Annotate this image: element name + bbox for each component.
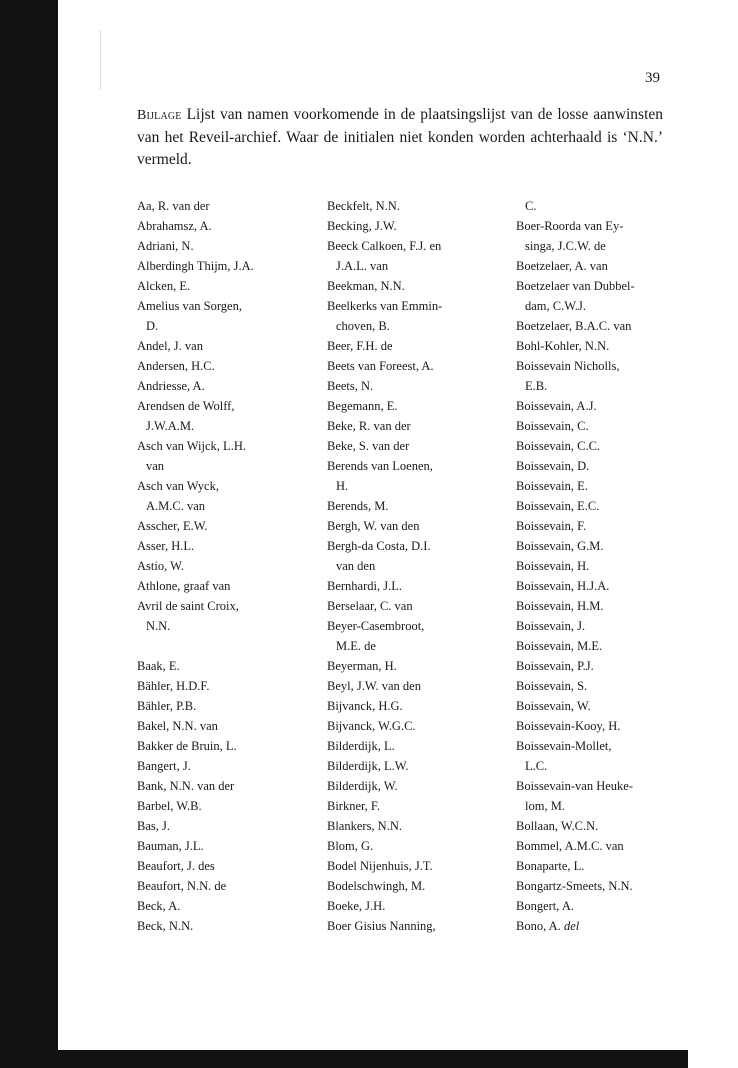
name-entry: Asch van Wijck, L.H.: [137, 439, 246, 453]
scan-left-edge: [0, 0, 58, 1068]
name-entry: Adriani, N.: [137, 239, 194, 253]
name-entry: Boissevain, C.C.: [516, 439, 601, 453]
name-entry: Asser, H.L.: [137, 539, 195, 553]
name-entry: Boissevain, S.: [516, 679, 588, 693]
name-entry-continuation: D.: [146, 319, 159, 333]
name-entry: Bähler, P.B.: [137, 699, 197, 713]
name-entry: Blankers, N.N.: [327, 819, 402, 833]
name-entry: Bijvanck, W.G.C.: [327, 719, 416, 733]
appendix-heading: [137, 104, 663, 171]
name-entry: Beckfelt, N.N.: [327, 199, 400, 213]
name-entry: Bähler, H.D.F.: [137, 679, 210, 693]
name-entry: Boissevain, E.: [516, 479, 588, 493]
name-entry: Boissevain, E.C.: [516, 499, 600, 513]
name-entry: Beck, N.N.: [137, 919, 194, 933]
name-entry-continuation: van den: [336, 559, 376, 573]
page-number: 39: [645, 70, 660, 86]
name-entry: Bongert, A.: [516, 899, 574, 913]
name-entry: Beelkerks van Emmin-: [327, 299, 443, 313]
name-entry: Bilderdijk, L.: [327, 739, 395, 753]
name-entry: Amelius van Sorgen,: [137, 299, 242, 313]
name-entry: Bilderdijk, W.: [327, 779, 398, 793]
name-entry: Boissevain, J.: [516, 619, 586, 633]
name-entry: Bohl-Kohler, N.N.: [516, 339, 610, 353]
name-entry: Bakker de Bruin, L.: [137, 739, 237, 753]
name-entry-continuation: C.: [525, 199, 537, 213]
name-entry: Beets van Foreest, A.: [327, 359, 434, 373]
appendix-description: Lijst van namen voorkomende in de plaatsingslijst van de losse aanwinsten van het Reveil-archief. Waar de initialen niet konden worden achterhaald is ‘N.N.’ vermeld.: [137, 106, 664, 168]
name-entry: Athlone, graaf van: [137, 579, 231, 593]
name-entry: Boissevain, C.: [516, 419, 589, 433]
name-entry: Andriesse, A.: [137, 379, 205, 393]
name-entry-continuation: choven, B.: [336, 319, 390, 333]
name-entry: Beekman, N.N.: [327, 279, 405, 293]
name-entry: Bongartz-Smeets, N.N.: [516, 879, 633, 893]
name-entry-main: Bono, A.: [516, 919, 561, 933]
name-entry: Andel, J. van: [137, 339, 203, 353]
name-entry: Beyer-Casembroot,: [327, 619, 425, 633]
name-entry: Boissevain, W.: [516, 699, 591, 713]
name-entry: Berends van Loenen,: [327, 459, 433, 473]
name-entry: Bijvanck, H.G.: [327, 699, 403, 713]
name-entry: Boetzelaer, A. van: [516, 259, 608, 273]
name-entry: Blom, G.: [327, 839, 374, 853]
name-entry: Andersen, H.C.: [137, 359, 215, 373]
name-entry: Boissevain, M.E.: [516, 639, 603, 653]
name-entry: Boissevain, A.J.: [516, 399, 597, 413]
name-entry: Bergh-da Costa, D.I.: [327, 539, 431, 553]
name-entry: Alcken, E.: [137, 279, 191, 293]
name-entry-continuation: L.C.: [525, 759, 548, 773]
name-entry: Boissevain-van Heuke-: [516, 779, 633, 793]
name-entry-continuation: lom, M.: [525, 799, 565, 813]
name-entry: Bakel, N.N. van: [137, 719, 218, 733]
name-entry: Boissevain, F.: [516, 519, 587, 533]
name-entry: Boissevain Nicholls,: [516, 359, 620, 373]
name-entry: Avril de saint Croix,: [137, 599, 239, 613]
name-entry: Beeck Calkoen, F.J. en: [327, 239, 442, 253]
name-entry: Boissevain, D.: [516, 459, 590, 473]
name-entry-continuation: dam, C.W.J.: [525, 299, 586, 313]
name-entry: Boetzelaer van Dubbel-: [516, 279, 635, 293]
name-entry: Boissevain, G.M.: [516, 539, 604, 553]
scan-bottom-edge: [58, 1050, 688, 1068]
name-entry: Bas, J.: [137, 819, 170, 833]
name-entry: Berselaar, C. van: [327, 599, 413, 613]
name-entry-continuation: N.N.: [146, 619, 171, 633]
name-entry-continuation: E.B.: [525, 379, 548, 393]
name-entry: Birkner, F.: [327, 799, 381, 813]
name-entry: Bollaan, W.C.N.: [516, 819, 599, 833]
name-entry: Aa, R. van der: [137, 199, 210, 213]
name-entry: Bodel Nijenhuis, J.T.: [327, 859, 433, 873]
name-entry: Bodelschwingh, M.: [327, 879, 426, 893]
name-entry-continuation: M.E. de: [336, 639, 376, 653]
name-entry: Bommel, A.M.C. van: [516, 839, 624, 853]
name-entry: Becking, J.W.: [327, 219, 397, 233]
name-entry: Begemann, E.: [327, 399, 398, 413]
name-entry: Asch van Wyck,: [137, 479, 219, 493]
name-entry: Beyerman, H.: [327, 659, 397, 673]
name-entry: Bangert, J.: [137, 759, 191, 773]
name-entry: Beyl, J.W. van den: [327, 679, 421, 693]
name-entry: Boissevain-Kooy, H.: [516, 719, 621, 733]
name-entry: Boissevain-Mollet,: [516, 739, 612, 753]
name-column-3: [516, 196, 666, 936]
name-entry: Bauman, J.L.: [137, 839, 204, 853]
name-entry: Alberdingh Thijm, J.A.: [137, 259, 254, 273]
name-entry: Bergh, W. van den: [327, 519, 420, 533]
name-entry: Astio, W.: [137, 559, 184, 573]
name-entry: Beke, R. van der: [327, 419, 411, 433]
name-entry: [516, 916, 666, 936]
name-entry: Bonaparte, L.: [516, 859, 585, 873]
name-entry: Bilderdijk, L.W.: [327, 759, 409, 773]
name-entry: Boer Gisius Nanning,: [327, 919, 436, 933]
name-entry-continuation: H.: [336, 479, 349, 493]
appendix-label: Bijlage: [137, 108, 182, 123]
name-entry: Abrahamsz, A.: [137, 219, 212, 233]
scan-gutter-mark: [100, 30, 101, 90]
name-entry-italic-suffix: del: [563, 919, 580, 933]
name-entry: Bank, N.N. van der: [137, 779, 235, 793]
name-entry: Beaufort, J. des: [137, 859, 215, 873]
name-entry: Baak, E.: [137, 659, 180, 673]
name-entry: Boissevain, P.J.: [516, 659, 594, 673]
name-entry: Boetzelaer, B.A.C. van: [516, 319, 632, 333]
name-entry: Beets, N.: [327, 379, 374, 393]
name-entry: Barbel, W.B.: [137, 799, 202, 813]
name-entry: Asscher, E.W.: [137, 519, 208, 533]
name-entry: Beer, F.H. de: [327, 339, 393, 353]
name-entry: Arendsen de Wolff,: [137, 399, 235, 413]
name-entry: Boissevain, H.: [516, 559, 590, 573]
name-entry: Boissevain, H.M.: [516, 599, 604, 613]
name-entry-continuation: van: [146, 459, 165, 473]
name-column-2: [327, 196, 507, 936]
name-entry: Berends, M.: [327, 499, 389, 513]
name-entry: Beke, S. van der: [327, 439, 410, 453]
name-entry-continuation: J.A.L. van: [336, 259, 389, 273]
name-entry: Beaufort, N.N. de: [137, 879, 227, 893]
name-entry-continuation: singa, J.C.W. de: [525, 239, 606, 253]
name-entry: Beck, A.: [137, 899, 181, 913]
name-column-1: [137, 196, 317, 936]
name-entry-continuation: J.W.A.M.: [146, 419, 195, 433]
name-entry: Boissevain, H.J.A.: [516, 579, 610, 593]
name-entry: Boeke, J.H.: [327, 899, 386, 913]
name-entry: Boer-Roorda van Ey-: [516, 219, 624, 233]
name-entry-continuation: A.M.C. van: [146, 499, 206, 513]
name-entry: Bernhardi, J.L.: [327, 579, 402, 593]
